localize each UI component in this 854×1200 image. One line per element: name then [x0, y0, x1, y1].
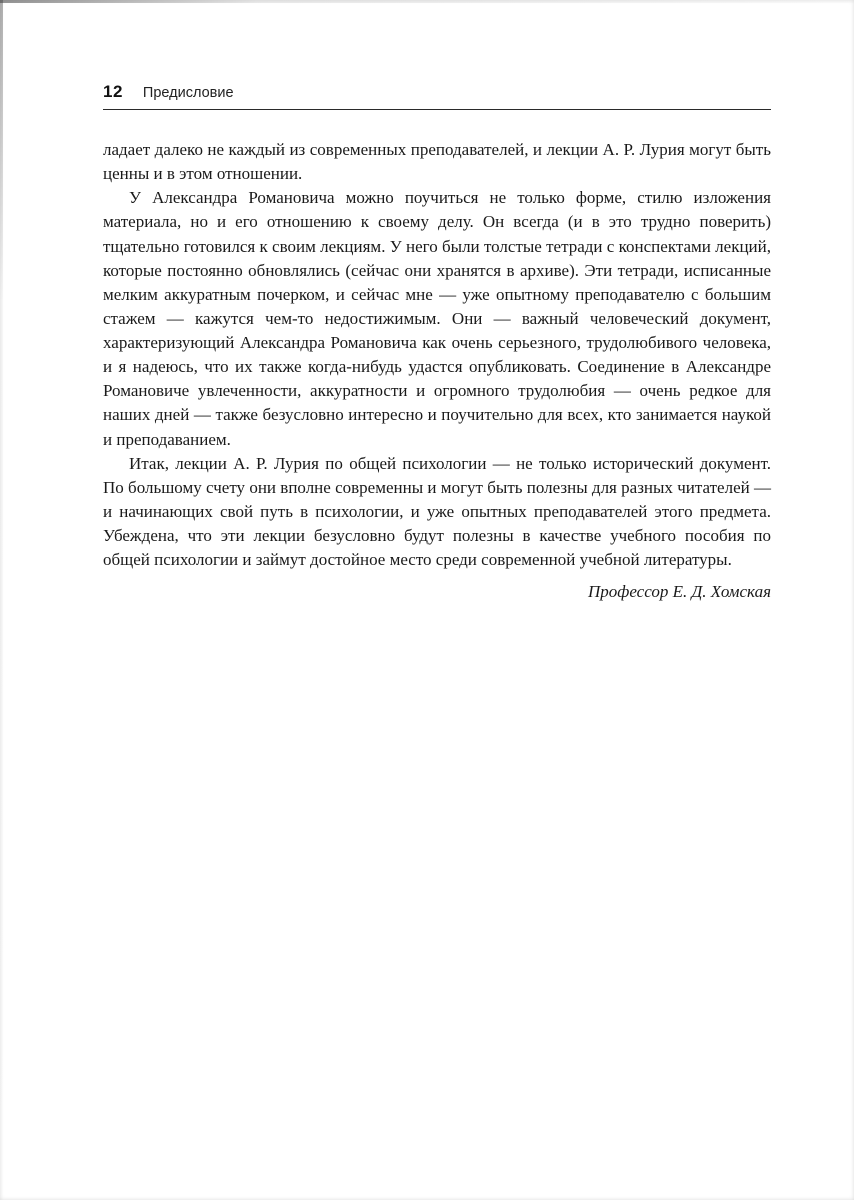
- body-text: [103, 138, 771, 572]
- content-area: [103, 82, 771, 602]
- author-signature: Профессор Е. Д. Хомская: [587, 582, 771, 602]
- running-header: [103, 82, 771, 110]
- scan-edge-top: [0, 0, 854, 3]
- paragraph-continuation: ладает далеко не каждый из современных преподавателей, и лекции А. Р. Лурия могут быть ценны и в этом отношении.: [103, 140, 771, 184]
- paragraph: Итак, лекции А. Р. Лурия по общей психологии — не только исторический документ. По большому счету они вполне современны и могут быть полезны для разных читателей — и начинающих свой путь в психологии, и уже опытных преподавателей этого предмета. Убеждена, что эти лекции безусловно будут полезны в качестве учебного пособия по общей психологии и займут достойное место среди современной учебной литературы.: [103, 453, 771, 570]
- page-number: 12: [103, 82, 123, 101]
- header-title: Предисловие: [142, 85, 234, 101]
- paragraph: У Александра Романовича можно поучиться не только форме, стилю изложения материала, но и его отношению к своему делу. Он всегда (и в это трудно поверить) тщательно готовился к своим лекциям. У него были толстые тетради с конспектами лекций, которые постоянно обновлялись (сейчас они хранятся в архиве). Эти тетради, исписанные мелким аккуратным почерком, и сейчас мне — уже опытному преподавателю с большим стажем — кажутся чем-то недостижимым. Они — важный человеческий документ, характеризующий Александра Романовича как очень серьезного, трудолюбивого человека, и я надеюсь, что их также когда-нибудь удастся опубликовать. Соединение в Александре Романовиче увлеченности, аккуратности и огромного трудолюбия — очень редкое для наших дней — также безусловно интересно и поучительно для всех, кто занимается наукой и преподаванием.: [103, 188, 771, 449]
- scan-edge-left: [0, 0, 3, 1200]
